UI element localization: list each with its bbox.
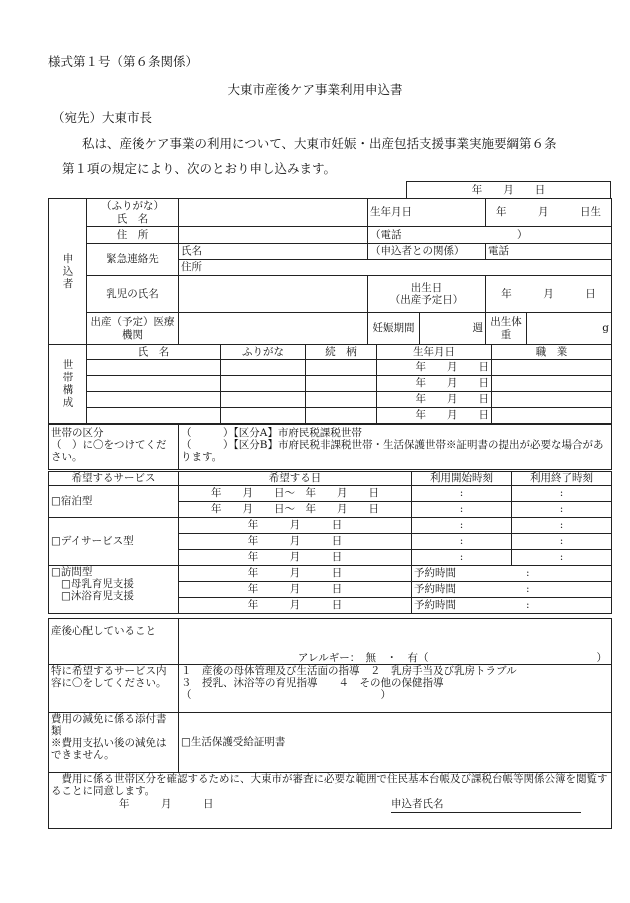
emergency-relation[interactable]: （申込者との関係） [368, 244, 486, 260]
signature-line[interactable] [391, 799, 581, 813]
special-option-line-2[interactable]: ３ 授乳、沐浴等の育児指導 ４ その他の保健指導 [181, 677, 444, 690]
application-date[interactable]: 年 月 日 [407, 182, 611, 199]
hospital-field[interactable] [179, 313, 368, 345]
visit-date[interactable]: 年 月 日 [179, 598, 412, 614]
end-time[interactable]: : [512, 486, 612, 502]
intro-line-1: 私は、産後ケア事業の利用について、大東市妊娠・出産包括支援事業実施要綱第６条 [82, 136, 557, 151]
household-header-relation: 続 柄 [306, 345, 377, 360]
emergency-phone[interactable]: 電話 [486, 244, 612, 260]
start-time[interactable]: : [412, 518, 512, 534]
services-header-end: 利用終了時刻 [512, 472, 612, 486]
form-title: 大東市産後ケア事業利用申込書 [227, 82, 403, 97]
end-time[interactable]: : [512, 518, 612, 534]
special-request-label: 特に希望するサービス内容に〇をしてください。 [49, 665, 179, 713]
start-time[interactable]: : [412, 550, 512, 566]
services-table [48, 471, 612, 614]
address-label: 住 所 [87, 227, 179, 244]
phone-field[interactable]: （電話 ） [368, 227, 612, 244]
gestation-label: 妊娠期間 [368, 313, 420, 345]
option-b[interactable]: （ ）【区分B】市府民税非課税世帯・生活保護世帯※証明書の提出が必要な場合があります。 [181, 439, 604, 464]
birthdate-label: 生年月日 [368, 199, 486, 227]
household-birthdate[interactable]: 年 月 日 [377, 360, 492, 376]
infant-name-field[interactable] [179, 276, 368, 313]
household-section-label: 世帯構成 [49, 345, 87, 424]
infant-birth-label: 出生日 （出産予定日） [368, 276, 486, 313]
form-number: 様式第１号（第６条関係） [48, 54, 199, 69]
household-table [48, 344, 612, 424]
classification-table [48, 424, 612, 470]
infant-name-label: 乳児の氏名 [87, 276, 179, 313]
special-option-line-3[interactable]: （ ） [181, 689, 391, 702]
services-header-date: 希望する日 [179, 472, 412, 486]
visit-date[interactable]: 年 月 日 [179, 582, 412, 598]
table-row[interactable] [87, 408, 221, 424]
stay-type-checkbox[interactable]: □宿泊型 [49, 486, 179, 518]
table-row[interactable] [87, 392, 221, 408]
concerns-label: 産後心配していること [49, 619, 179, 665]
hospital-label: 出産（予定）医療機関 [87, 313, 179, 345]
fee-document-checkbox[interactable]: □生活保護受給証明書 [179, 713, 612, 773]
start-time[interactable]: : [412, 502, 512, 518]
birthdate-value[interactable]: 年 月 日生 [486, 199, 612, 227]
application-date-box [406, 181, 611, 199]
table-row[interactable] [87, 376, 221, 392]
applicant-table [48, 198, 612, 345]
gestation-weeks[interactable]: 週 [420, 313, 486, 345]
household-birthdate[interactable]: 年 月 日 [377, 408, 492, 424]
table-row[interactable] [87, 360, 221, 376]
bathing-support-checkbox[interactable]: □沐浴育児支援 [61, 590, 134, 603]
consent-text: 費用に係る世帯区分を確認するために、大東市が審査に必要な範囲で住民基本台帳及び課税台帳等関係公簿を閲覧することに同意します。 [51, 773, 608, 798]
intro-line-2: 第１項の規定により、次のとおり申し込みます。 [62, 161, 337, 176]
end-time[interactable]: : [512, 534, 612, 550]
details-table [48, 618, 612, 829]
stay-range[interactable]: 年 月 日～ 年 月 日 [179, 502, 412, 518]
birth-weight-label: 出生体重 [486, 313, 527, 345]
appointment-time-label: 予約時間 [414, 583, 456, 596]
furigana-name-label: （ふりがな） 氏 名 [87, 199, 179, 227]
birth-weight-field[interactable]: g [527, 313, 612, 345]
visit-date[interactable]: 年 月 日 [179, 566, 412, 582]
applicant-signature-label: 申込者氏名 [391, 798, 444, 811]
consent-date[interactable]: 年 月 日 [119, 798, 214, 811]
start-time[interactable]: : [412, 534, 512, 550]
breastfeeding-support-checkbox[interactable]: □母乳育児支援 [61, 578, 134, 591]
addressee: （宛先）大東市長 [52, 110, 153, 125]
option-a[interactable]: （ ）【区分A】市府民税課税世帯 [181, 427, 362, 439]
household-birthdate[interactable]: 年 月 日 [377, 376, 492, 392]
start-time[interactable]: : [412, 486, 512, 502]
household-birthdate[interactable]: 年 月 日 [377, 392, 492, 408]
appointment-time-label: 予約時間 [414, 567, 456, 580]
appointment-time-label: 予約時間 [414, 599, 456, 612]
end-time[interactable]: : [512, 502, 612, 518]
classification-label: 世帯の区分 （ ）に〇をつけてください。 [49, 425, 179, 470]
stay-range[interactable]: 年 月 日～ 年 月 日 [179, 486, 412, 502]
appointment-time[interactable]: : [526, 583, 530, 596]
emergency-address[interactable]: 住所 [179, 260, 612, 276]
appointment-time[interactable]: : [526, 599, 530, 612]
allergy-field[interactable]: アレルギー： 無 ・ 有（ ） [179, 619, 612, 665]
emergency-name[interactable]: 氏名 [179, 244, 368, 260]
day-date[interactable]: 年 月 日 [179, 534, 412, 550]
services-header-type: 希望するサービス [49, 472, 179, 486]
day-service-checkbox[interactable]: □デイサービス型 [49, 518, 179, 566]
fee-reduction-label: 費用の減免に係る添付書類 ※費用支払い後の減免はできません。 [49, 713, 179, 773]
applicant-name-field[interactable] [179, 199, 368, 227]
infant-birth-value[interactable]: 年 月 日 [486, 276, 612, 313]
day-date[interactable]: 年 月 日 [179, 550, 412, 566]
services-header-start: 利用開始時刻 [412, 472, 512, 486]
special-option-line-1[interactable]: １ 産後の母体管理及び生活面の指導 ２ 乳房手当及び乳房トラブル [181, 665, 517, 677]
appointment-time[interactable]: : [526, 567, 530, 580]
address-field[interactable] [179, 227, 368, 244]
household-header-furigana: ふりがな [221, 345, 306, 360]
household-header-name: 氏 名 [87, 345, 221, 360]
household-header-occupation: 職 業 [492, 345, 612, 360]
household-header-birthdate: 生年月日 [377, 345, 492, 360]
end-time[interactable]: : [512, 550, 612, 566]
visit-type-checkbox[interactable]: □訪問型 [51, 566, 93, 578]
day-date[interactable]: 年 月 日 [179, 518, 412, 534]
emergency-contact-label: 緊急連絡先 [87, 244, 179, 276]
applicant-section-label: 申込者 [49, 199, 87, 345]
